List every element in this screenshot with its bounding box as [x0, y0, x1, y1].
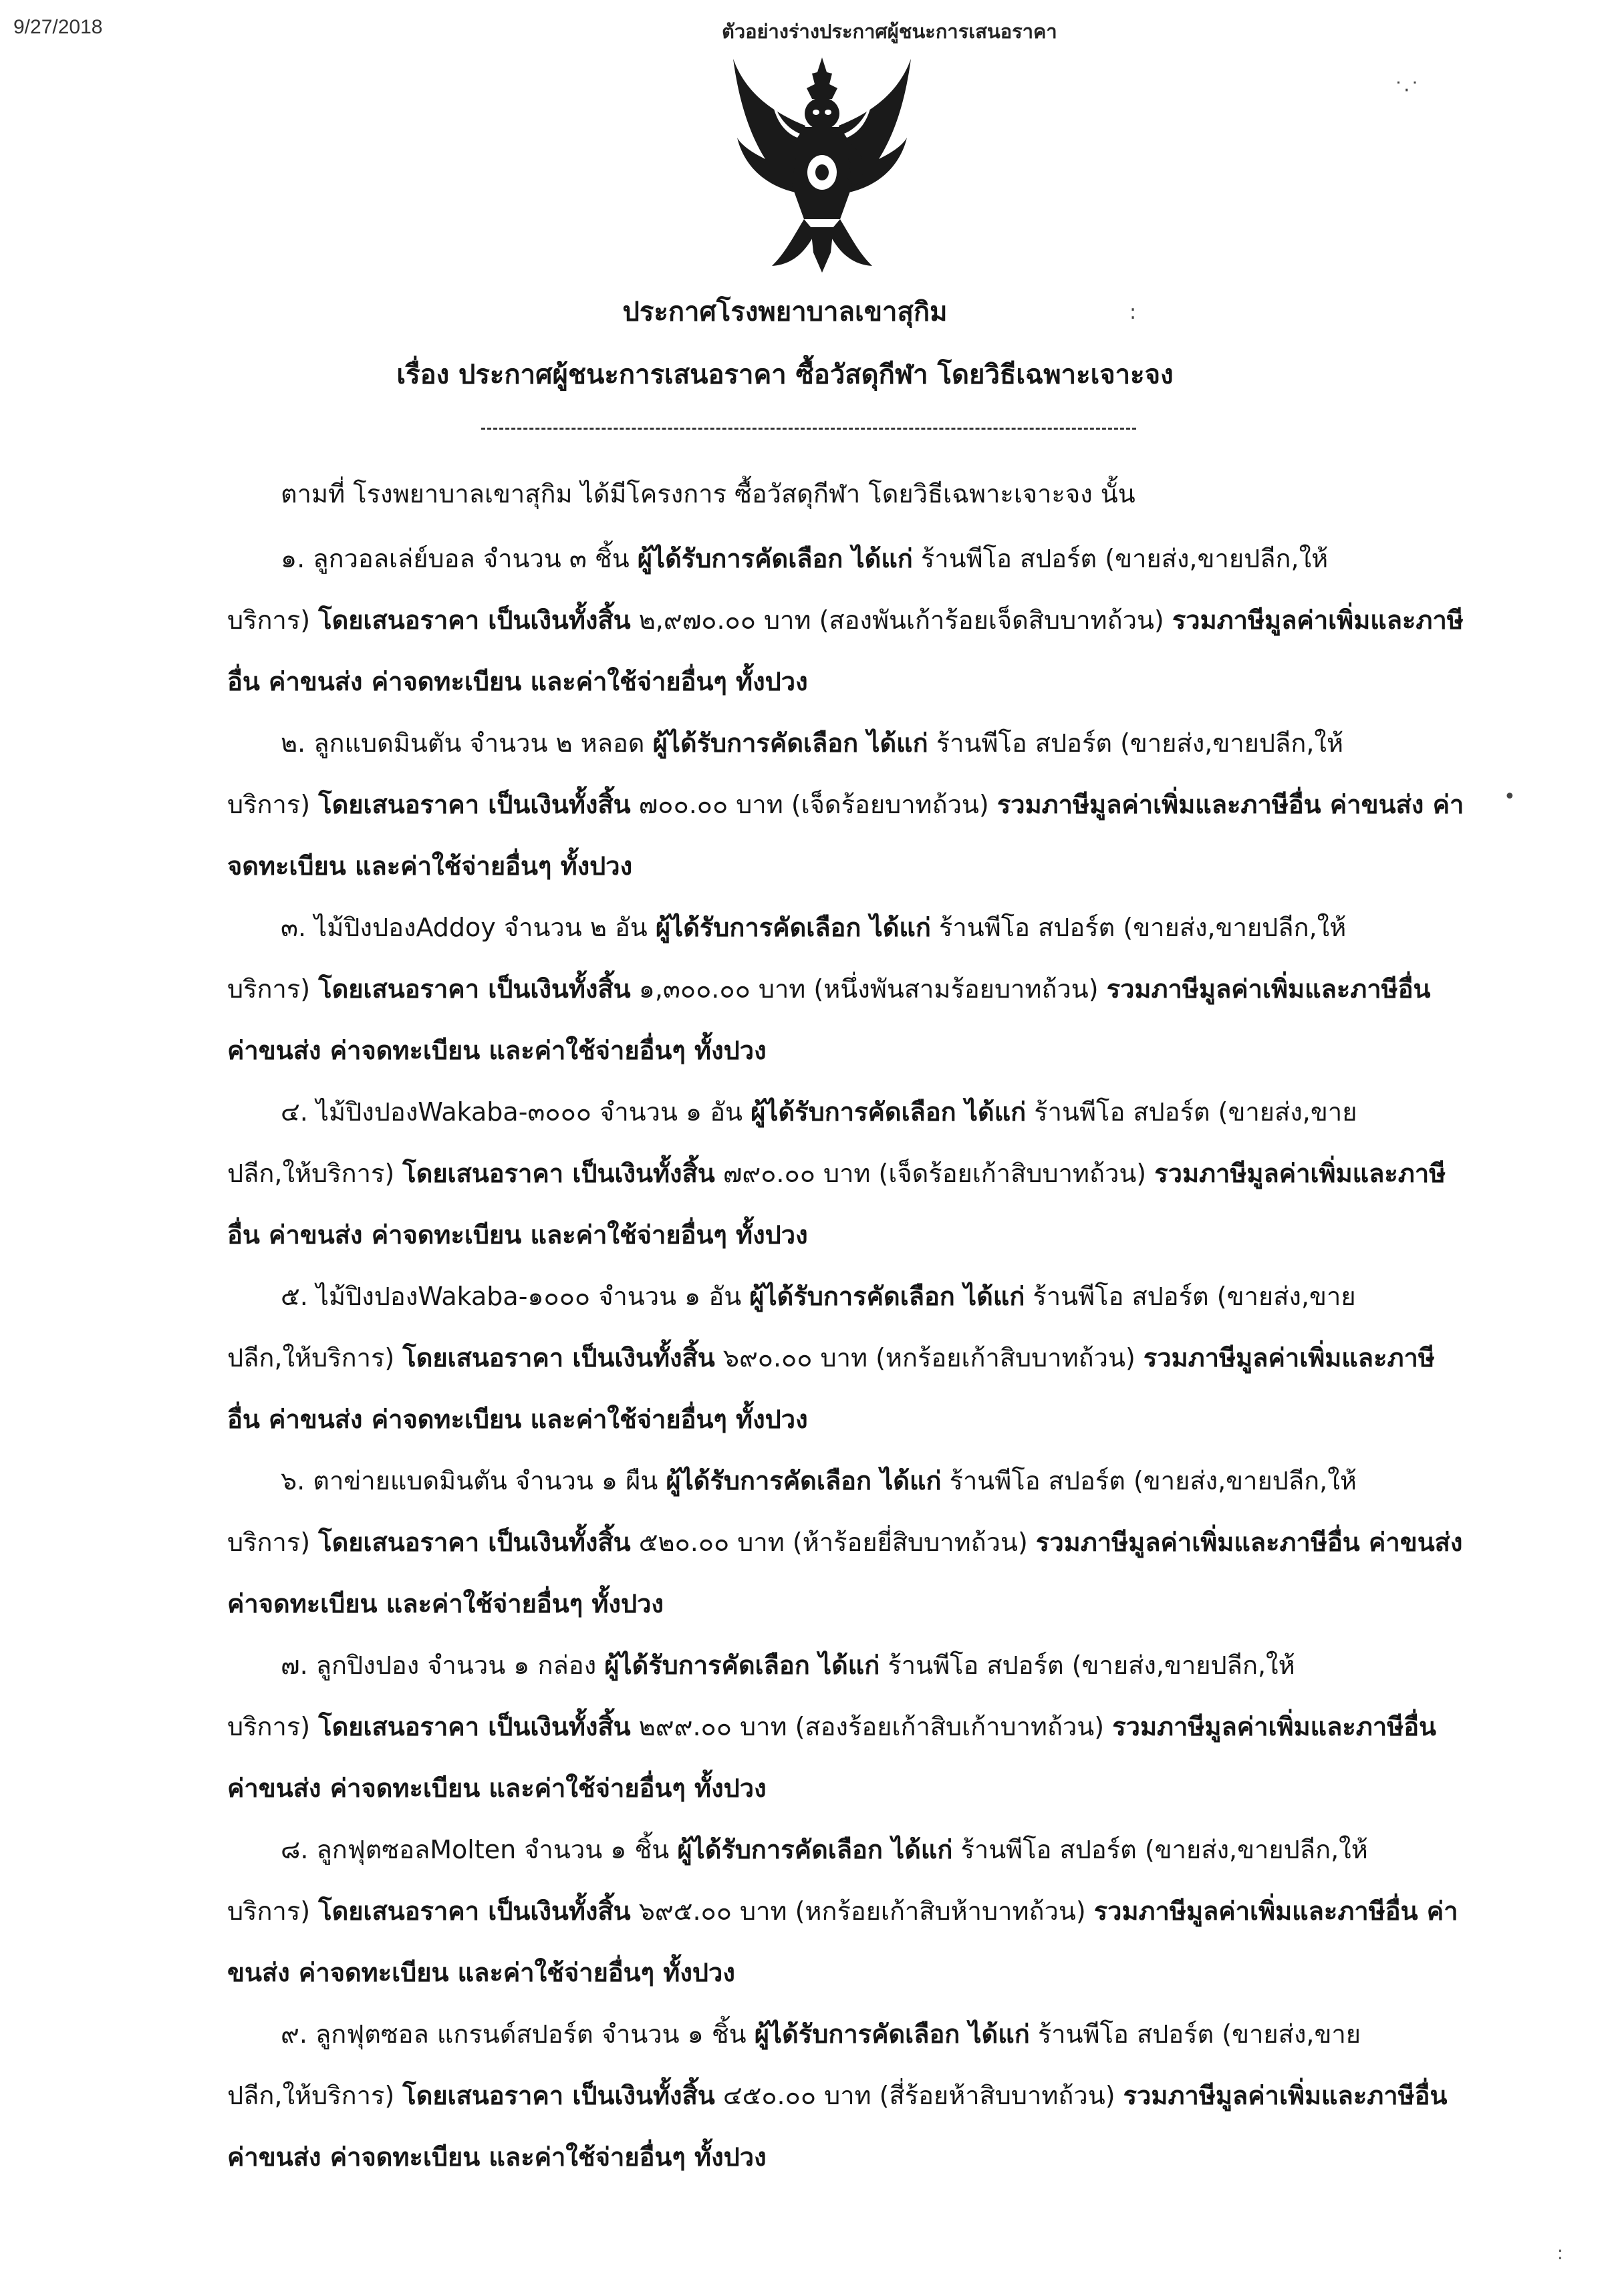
intro-paragraph: ตามที่ โรงพยาบาลเขาสุกิม ได้มีโครงการ ซื้อวัสดุกีฬา โดยวิธีเฉพาะเจาะจง นั้น: [281, 479, 1135, 509]
page-title: ประกาศโรงพยาบาลเขาสุกิม: [622, 297, 948, 327]
scan-speck: ˙·˙: [1393, 79, 1420, 102]
award-item: ๒. ลูกแบดมินตัน จำนวน ๒ หลอด ผู้ได้รับการคัดเลือก ได้แก่ ร้านพีโอ สปอร์ต (ขายส่ง,ขายปลีก,ให้ บริการ) โดยเสนอราคา เป็นเงินทั้งสิ้น ๗๐๐.๐๐ บาท (เจ็ดร้อยบาทถ้วน) รวมภาษีมูลค่าเพิ่มและภาษีอื่น ค่าขนส่ง ค่า จดทะเบียน และค่าใช้จ่ายอื่นๆ ทั้งปวง: [227, 728, 1464, 881]
divider: [481, 428, 1136, 430]
print-date: 9/27/2018: [13, 16, 103, 38]
award-item: ๑. ลูกวอลเล่ย์บอล จำนวน ๓ ชิ้น ผู้ได้รับการคัดเลือก ได้แก่ ร้านพีโอ สปอร์ต (ขายส่ง,ขายปลีก,ให้ บริการ) โดยเสนอราคา เป็นเงินทั้งสิ้น ๒,๙๗๐.๐๐ บาท (สองพันเก้าร้อยเจ็ดสิบบาทถ้วน) รวมภาษีมูลค่าเพิ่มและภาษี อื่น ค่าขนส่ง ค่าจดทะเบียน และค่าใช้จ่ายอื่นๆ ทั้งปวง: [227, 544, 1464, 696]
award-item: ๕. ไม้ปิงปองWakaba-๑๐๐๐ จำนวน ๑ อัน ผู้ได้รับการคัดเลือก ได้แก่ ร้านพีโอ สปอร์ต (ขายส่ง,ขาย ปลีก,ให้บริการ) โดยเสนอราคา เป็นเงินทั้งสิ้น ๖๙๐.๐๐ บาท (หกร้อยเก้าสิบบาทถ้วน) รวมภาษีมูลค่าเพิ่มและภาษี อื่น ค่าขนส่ง ค่าจดทะเบียน และค่าใช้จ่ายอื่นๆ ทั้งปวง: [227, 1282, 1435, 1434]
award-item: ๗. ลูกปิงปอง จำนวน ๑ กล่อง ผู้ได้รับการคัดเลือก ได้แก่ ร้านพีโอ สปอร์ต (ขายส่ง,ขายปลีก,ให้ บริการ) โดยเสนอราคา เป็นเงินทั้งสิ้น ๒๙๙.๐๐ บาท (สองร้อยเก้าสิบเก้าบาทถ้วน) รวมภาษีมูลค่าเพิ่มและภาษีอื่น ค่าขนส่ง ค่าจดทะเบียน และค่าใช้จ่ายอื่นๆ ทั้งปวง: [227, 1651, 1437, 1803]
award-item: ๘. ลูกฟุตซอลMolten จำนวน ๑ ชิ้น ผู้ได้รับการคัดเลือก ได้แก่ ร้านพีโอ สปอร์ต (ขายส่ง,ขายปลีก,ให้ บริการ) โดยเสนอราคา เป็นเงินทั้งสิ้น ๖๙๕.๐๐ บาท (หกร้อยเก้าสิบห้าบาทถ้วน) รวมภาษีมูลค่าเพิ่มและภาษีอื่น ค่า ขนส่ง ค่าจดทะเบียน และค่าใช้จ่ายอื่นๆ ทั้งปวง: [227, 1835, 1458, 1987]
page-subtitle: เรื่อง ประกาศผู้ชนะการเสนอราคา ซื้อวัสดุกีฬา โดยวิธีเฉพาะเจาะจง: [396, 360, 1174, 390]
award-item: ๙. ลูกฟุตซอล แกรนด์สปอร์ต จำนวน ๑ ชิ้น ผู้ได้รับการคัดเลือก ได้แก่ ร้านพีโอ สปอร์ต (ขายส่ง,ขาย ปลีก,ให้บริการ) โดยเสนอราคา เป็นเงินทั้งสิ้น ๔๕๐.๐๐ บาท (สี่ร้อยห้าสิบบาทถ้วน) รวมภาษีมูลค่าเพิ่มและภาษีอื่น ค่าขนส่ง ค่าจดทะเบียน และค่าใช้จ่ายอื่นๆ ทั้งปวง: [227, 2019, 1448, 2172]
garuda-emblem-icon: [725, 52, 919, 279]
draft-note: ตัวอย่างร่างประกาศผู้ชนะการเสนอราคา: [722, 20, 1057, 43]
award-item: ๔. ไม้ปิงปองWakaba-๓๐๐๐ จำนวน ๑ อัน ผู้ได้รับการคัดเลือก ได้แก่ ร้านพีโอ สปอร์ต (ขายส่ง,ขาย ปลีก,ให้บริการ) โดยเสนอราคา เป็นเงินทั้งสิ้น ๗๙๐.๐๐ บาท (เจ็ดร้อยเก้าสิบบาทถ้วน) รวมภาษีมูลค่าเพิ่มและภาษี อื่น ค่าขนส่ง ค่าจดทะเบียน และค่าใช้จ่ายอื่นๆ ทั้งปวง: [227, 1097, 1446, 1250]
award-item: ๖. ตาข่ายแบดมินตัน จำนวน ๑ ผืน ผู้ได้รับการคัดเลือก ได้แก่ ร้านพีโอ สปอร์ต (ขายส่ง,ขายปลีก,ให้ บริการ) โดยเสนอราคา เป็นเงินทั้งสิ้น ๕๒๐.๐๐ บาท (ห้าร้อยยี่สิบบาทถ้วน) รวมภาษีมูลค่าเพิ่มและภาษีอื่น ค่าขนส่ง ค่าจดทะเบียน และค่าใช้จ่ายอื่นๆ ทั้งปวง: [227, 1466, 1463, 1618]
page-mark: :: [1557, 2242, 1563, 2264]
award-list: [227, 528, 1484, 2188]
award-item: ๓. ไม้ปิงปองAddoy จำนวน ๒ อัน ผู้ได้รับการคัดเลือก ได้แก่ ร้านพีโอ สปอร์ต (ขายส่ง,ขายปลีก,ให้ บริการ) โดยเสนอราคา เป็นเงินทั้งสิ้น ๑,๓๐๐.๐๐ บาท (หนึ่งพันสามร้อยบาทถ้วน) รวมภาษีมูลค่าเพิ่มและภาษีอื่น ค่าขนส่ง ค่าจดทะเบียน และค่าใช้จ่ายอื่นๆ ทั้งปวง: [227, 913, 1431, 1065]
scan-speck: :: [1129, 301, 1137, 324]
scan-speck: •: [1504, 785, 1516, 809]
